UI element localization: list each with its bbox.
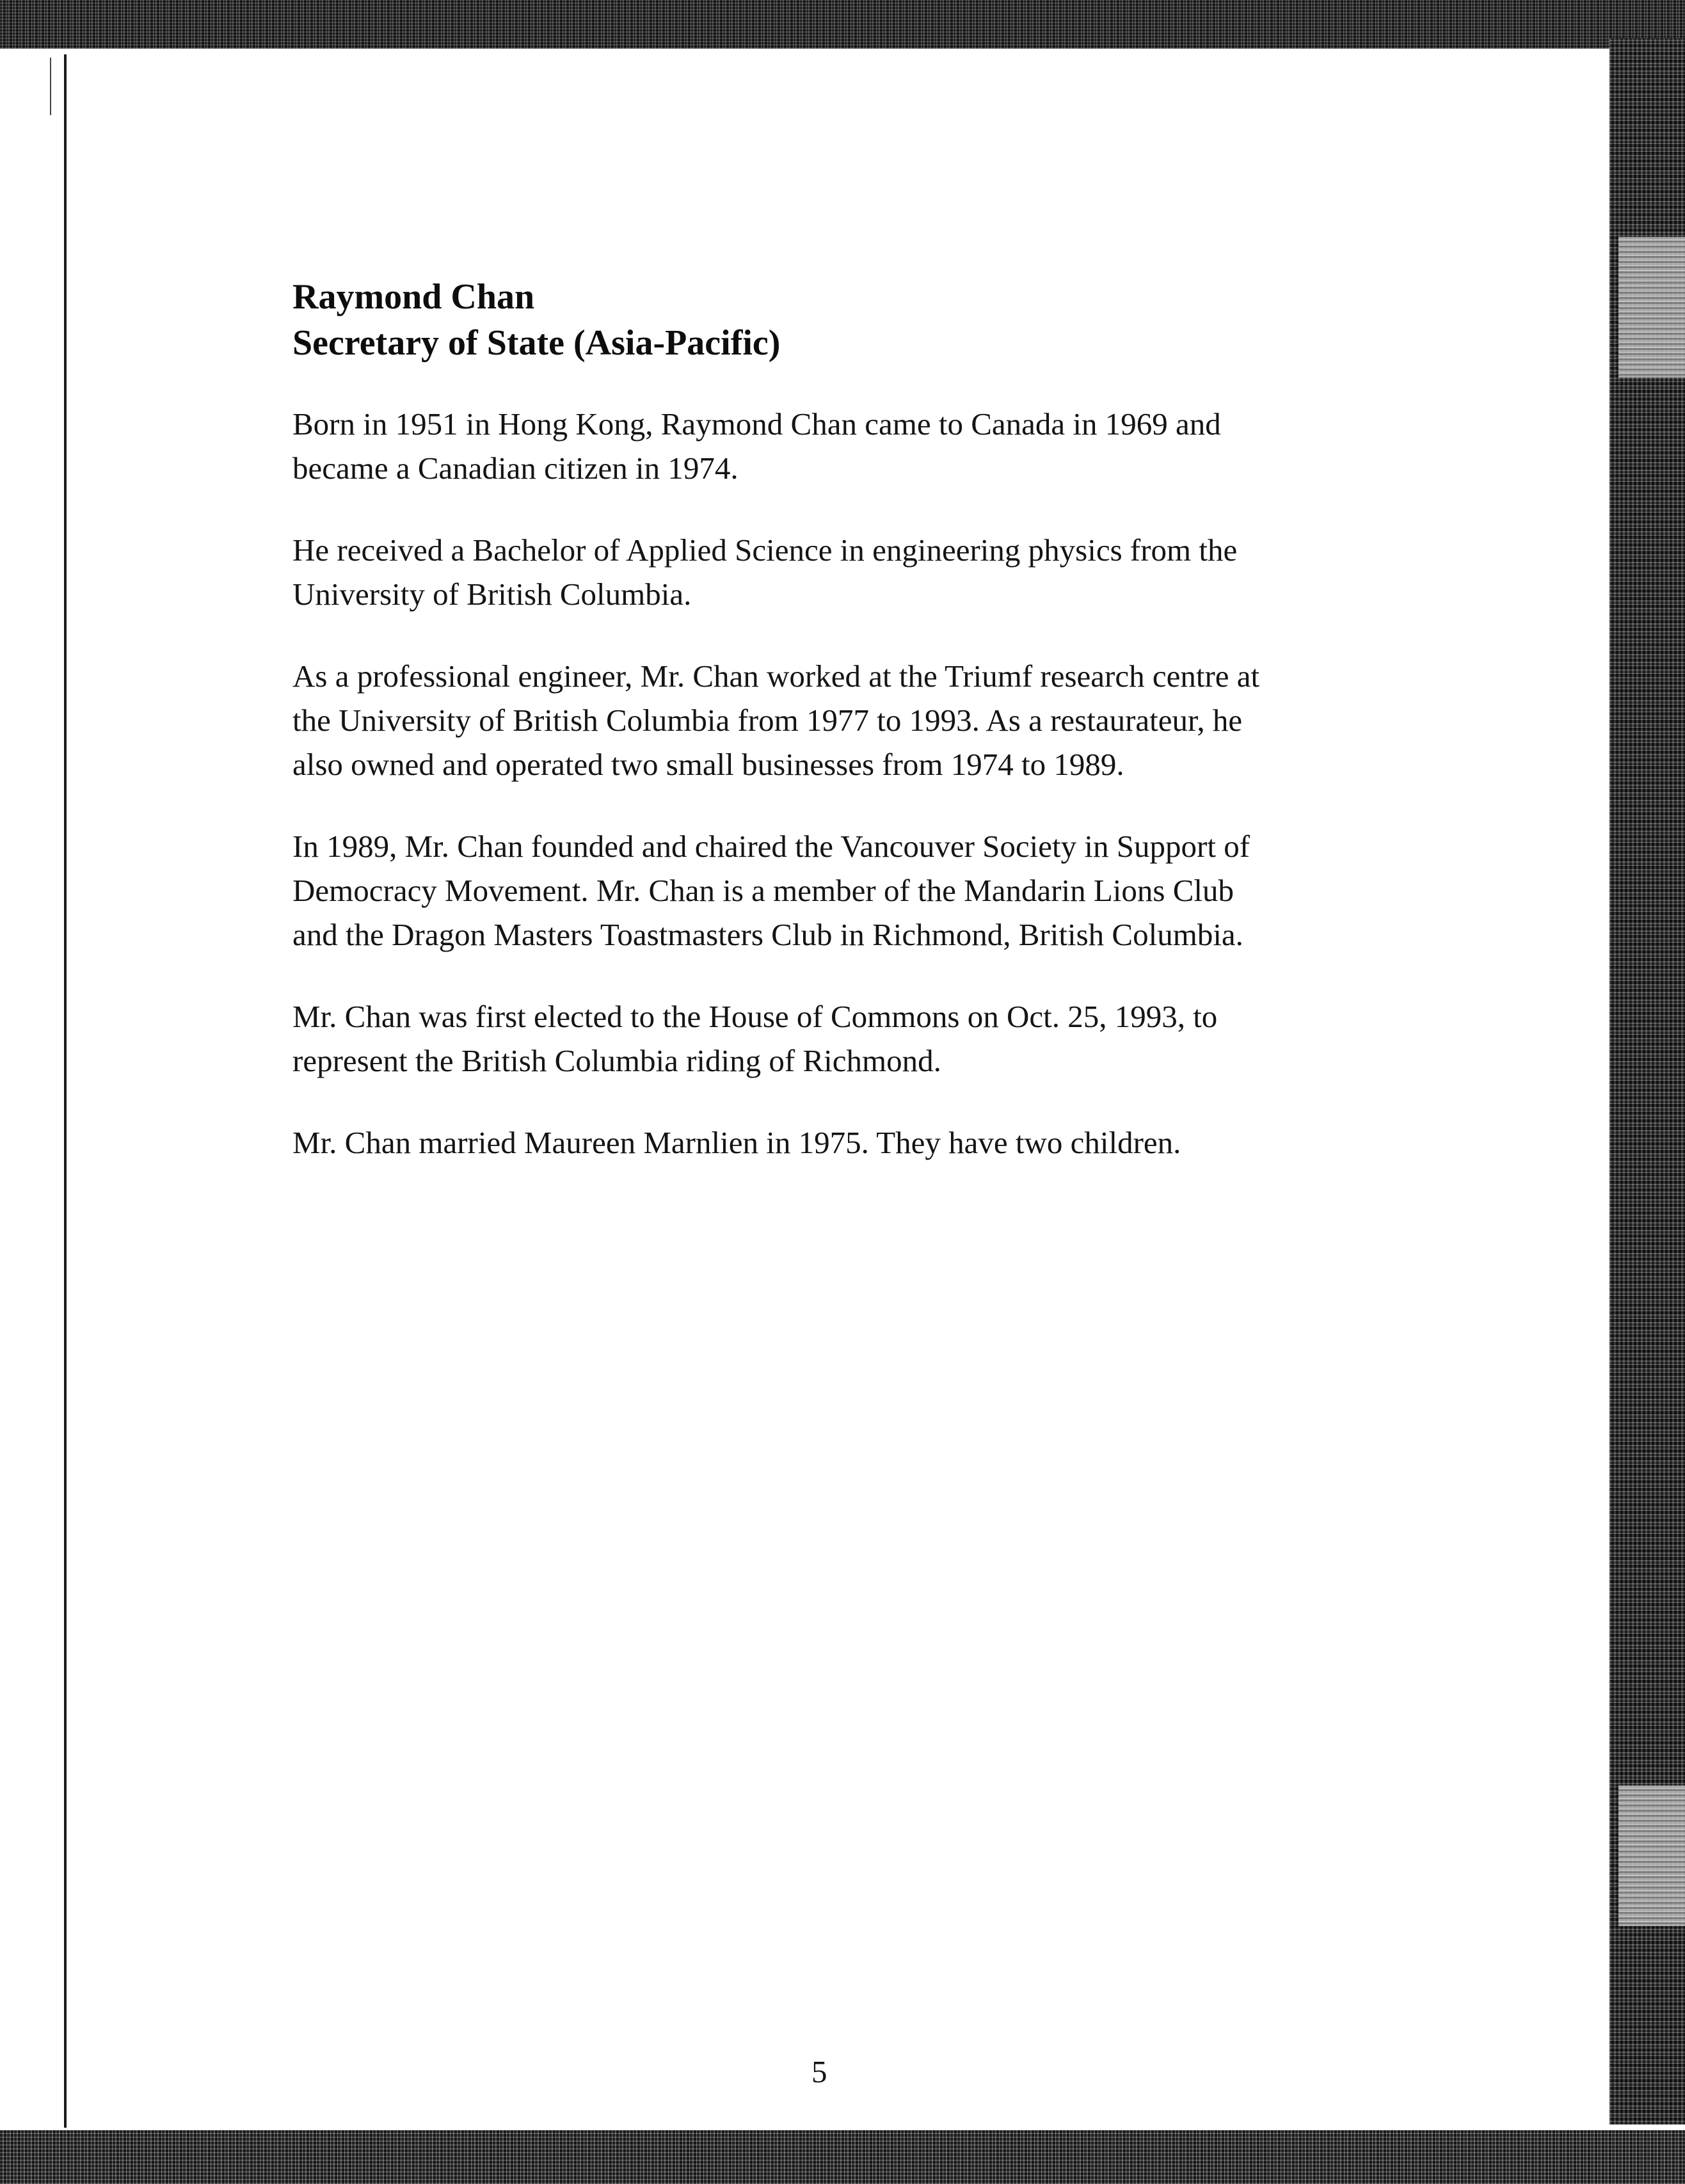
document-body <box>292 274 1393 1165</box>
page-number: 5 <box>811 2054 827 2089</box>
person-title: Secretary of State (Asia-Pacific) <box>292 323 781 363</box>
scan-artifact-right-upper <box>1618 237 1685 378</box>
scan-border-top <box>0 0 1685 49</box>
page-left-edge-mark <box>50 58 51 115</box>
page-left-edge <box>64 54 67 2128</box>
paragraph-family: Mr. Chan married Maureen Marnlien in 1975. They have two children. <box>292 1125 1181 1160</box>
person-name: Raymond Chan <box>292 277 535 317</box>
scan-border-bottom <box>0 2130 1685 2184</box>
scan-artifact-right-lower <box>1618 1785 1685 1926</box>
paragraph-birth: Born in 1951 in Hong Kong, Raymond Chan came to Canada in 1969 and became a Canadian citizen in 1974. <box>292 406 1221 486</box>
paragraph-education: He received a Bachelor of Applied Science in engineering physics from the University of British Columbia. <box>292 532 1238 612</box>
paragraph-election: Mr. Chan was first elected to the House of Commons on Oct. 25, 1993, to represent the British Columbia riding of Richmond. <box>292 999 1218 1078</box>
paragraph-career: As a professional engineer, Mr. Chan worked at the Triumf research centre at the University of British Columbia from 1977 to 1993. As a restaurateur, he also owned and operated two small businesses from 1974 to 1989. <box>292 658 1260 782</box>
paragraph-community: In 1989, Mr. Chan founded and chaired the Vancouver Society in Support of Democracy Movement. Mr. Chan is a member of the Mandarin Lions Club and the Dragon Masters Toastmasters Club in Richmond, British Columbia. <box>292 829 1250 952</box>
